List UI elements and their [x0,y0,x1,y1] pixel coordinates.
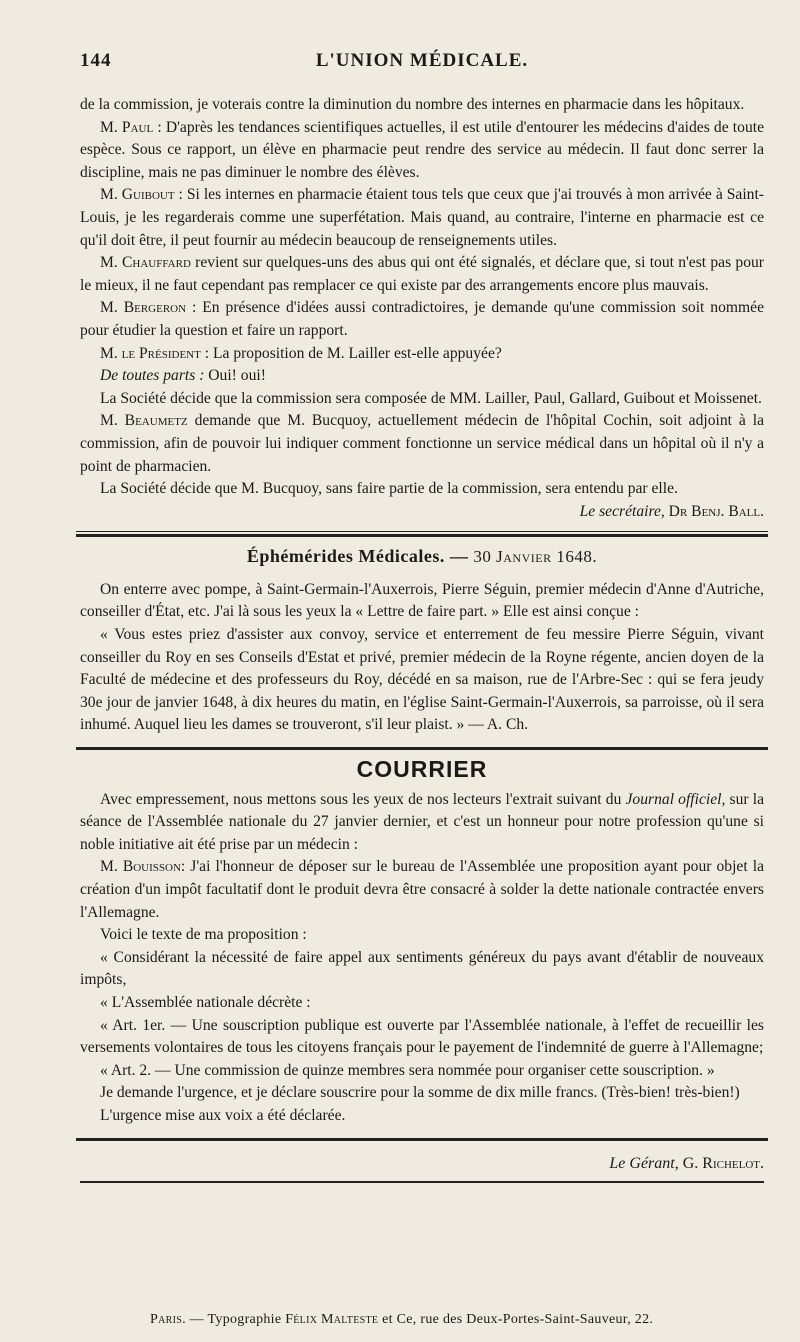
speaker-name: M. Bouisson: [100,858,186,876]
paragraph-text: La proposition de M. Lailler est-elle appuyée? [209,344,502,362]
minutes-paragraph [80,388,764,411]
courrier-line: L'urgence mise aux voix a été déclarée. [100,1106,346,1124]
gerant-signature [80,1155,764,1173]
minutes-paragraph [80,478,764,501]
minutes-paragraph [80,410,764,478]
paragraph-text: La Société décide que la commission sera composée de MM. Lailler, Paul, Gallard, Guibout et Moissenet. [100,389,762,407]
courrier-line: « Considérant la nécessité de faire appel aux sentiments généreux du pays avant d'établir de nouveaux impôts, [80,948,764,989]
courrier-line: « Art. 2. — Une commission de quinze membres sera nommée pour organiser cette souscription. » [100,1061,715,1079]
imprint-printer: Félix Malteste [285,1312,379,1327]
minutes-paragraph [80,343,764,366]
courrier-speech [80,856,764,924]
imprint-text: et Ce, rue des Deux-Portes-Saint-Sauveur, 22. [378,1312,654,1327]
ephemerides-paragraph: On enterre avec pompe, à Saint-Germain-l'Auxerrois, Pierre Séguin, premier médecin d'Anne d'Autriche, conseiller d'État, etc. J'ai là sous les yeux la « Lettre de faire part. » Elle est ainsi conçue : [80,580,764,621]
paragraph-text: En présence d'idées aussi contradictoires, je demande qu'une commission soit nommée pour étudier la question et faire un rapport. [80,299,764,339]
paragraph-text: demande que M. Bucquoy, actuellement médecin de l'hôpital Cochin, soit adjoint à la commission, afin de pouvoir lui indiquer comment fonctionne un service médical dans un hôpital où il n'y a point de pharmacien. [80,412,764,475]
journal-reference: Journal officiel, [625,790,726,808]
page-number: 144 [80,50,112,71]
minutes-paragraph [80,365,764,388]
ephemerides-heading [80,545,764,569]
minutes-paragraph [80,117,764,185]
courrier-line: Je demande l'urgence, et je déclare souscrire pour la somme de dix mille francs. (Très-bien! très-bien!) [100,1084,740,1102]
ephemerides-title: Éphémérides Médicales. [246,546,445,567]
courrier-intro [80,789,764,857]
footer-divider [80,1181,764,1183]
paragraph-text: Si les internes en pharmacie étaient tous tels que ceux que j'ai trouvés à mon arrivée à Saint-Louis, je les regarderais comme une superfétation. Mais quand, au contraire, l'interne en pharmacie est ce qu'il doit être, il peut fournir au médecin beaucoup de renseignements utiles. [80,186,764,249]
minutes-paragraph [80,252,764,297]
society-minutes [80,94,764,523]
intro-text: sur la séance de l'Assemblée nationale du 27 janvier dernier, et c'est un honneur pour notre profession qu'une si noble initiative ait été prise par un médecin : [80,790,765,853]
ephemerides-section [80,545,764,737]
section-divider [76,747,768,750]
speaker-name: M. le Président : [100,344,210,362]
running-head [80,50,764,94]
speaker-name: M. Paul : [100,118,162,136]
courrier-section [80,758,764,1128]
paragraph-text: D'après les tendances scientifiques actuelles, il est utile d'entourer les médecins d'aides de toute espèce. Sous ce rapport, un élève en pharmacie peut rendre des service au médecin. Il faut donc serrer la discipline, mais ne pas diminuer le nombre des élèves. [80,118,764,181]
section-divider [76,1138,768,1141]
speaker-name: M. Guibout : [100,186,183,204]
speaker-name: M. Bergeron : [100,299,197,317]
secretary-signature [80,501,764,524]
paragraph-text: Oui! oui! [204,367,266,385]
imprint-text: — Typographie [185,1312,286,1327]
courrier-heading: COURRIER [356,756,488,783]
paragraph-text: La Société décide que M. Bucquoy, sans faire partie de la commission, sera entendu par elle. [100,480,678,498]
minutes-paragraph [80,94,764,117]
courrier-line: « Art. 1er. — Une souscription publique est ouverte par l'Assemblée nationale, à l'effet de recueillir les versements volontaires de tous les citoyens français pour le payement de l'indemnité de guerre à l'Allemagne; [80,1016,764,1057]
paragraph-text: J'ai l'honneur de déposer sur le bureau de l'Assemblée une proposition ayant pour objet la création d'un impôt facultatif dont le produit devra être consacré à solder la dette nationale contractée envers l'Allemagne. [80,858,764,921]
section-divider [76,531,768,537]
signature-name: G. Richelot. [678,1154,764,1172]
ephemerides-date: 30 Janvier 1648. [473,547,598,567]
interjection: De toutes parts : [100,367,205,385]
printer-imprint [150,1312,764,1328]
ephemerides-paragraph: « Vous estes priez d'assister aux convoy, service et enterrement de feu messire Pierre Séguin, vivant conseiller du Roy en ses Conseils d'Estat et privé, premier médecin de la Royne régente, ancien doyen de la Faculté de médecine et des professeurs du Roy, décédé en sa maison, rue de l'Arbre-Sec : qui se fera jeudy 30e jour de janvier 1648, à dix heures du matin, en l'église Saint-Germain-l'Auxerrois, sa parroisse, où il sera inhumé. Auquel lieu les dames se trouveront, s'il leur plaist. » — A. Ch. [80,626,764,734]
speaker-name: M. Chauffard [100,254,191,272]
paragraph-text: de la commission, je voterais contre la diminution du nombre des internes en pharmacie dans les hôpitaux. [80,96,745,113]
journal-title: L'UNION MÉDICALE. [315,50,529,71]
signature-role: Le Gérant, [609,1154,679,1172]
courrier-line: « L'Assemblée nationale décrète : [100,993,311,1011]
signature-role: Le secrétaire, [579,502,665,520]
minutes-paragraph [80,184,764,252]
speaker-name: M. Beaumetz [100,412,188,430]
imprint-city: Paris. [150,1312,186,1327]
paragraph-text: revient sur quelques-uns des abus qui ont été signalés, et déclare que, si tout n'est pas pour le mieux, il ne faut cependant pas remplacer ce qui existe par des arrangements encore plus mauvais. [80,254,765,294]
minutes-paragraph [80,297,764,342]
heading-dash: — [444,546,474,567]
courrier-line: Voici le texte de ma proposition : [100,926,307,944]
signature-name: Dr Benj. Ball. [664,502,764,520]
intro-text: Avec empressement, nous mettons sous les yeux de nos lecteurs l'extrait suivant du [100,790,626,808]
